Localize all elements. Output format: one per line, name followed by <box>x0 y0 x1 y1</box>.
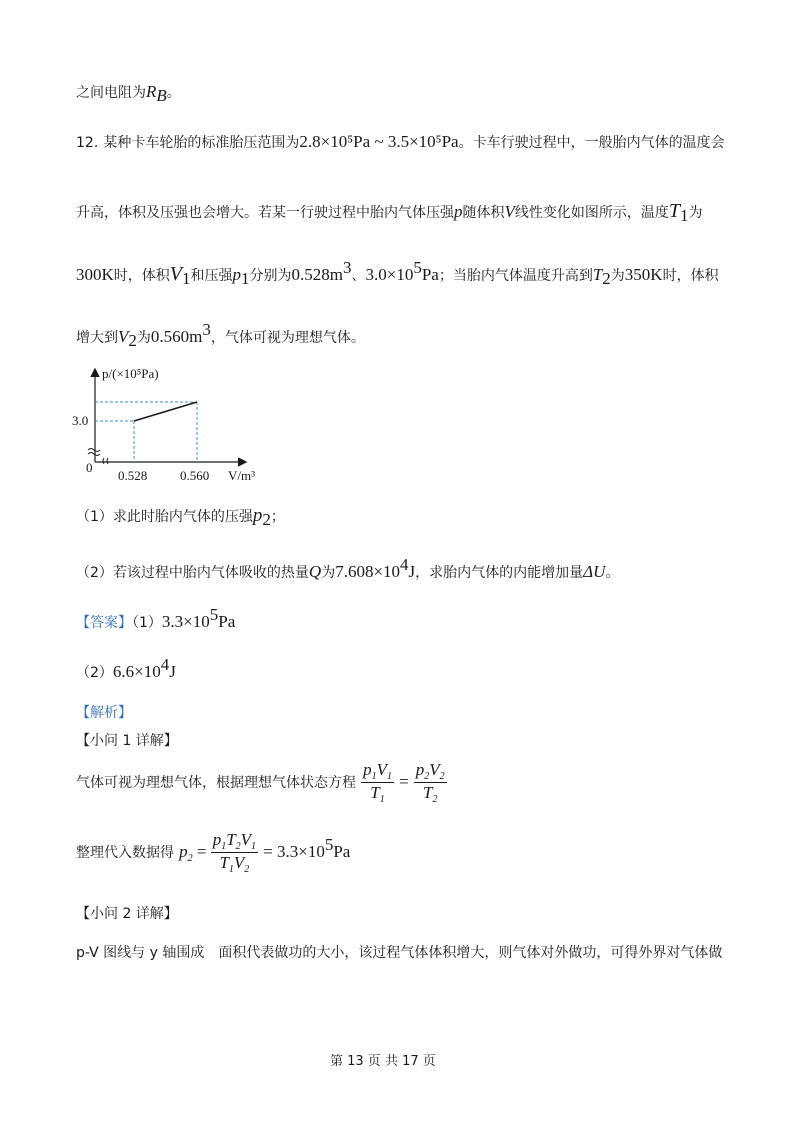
analysis-tag: 【解析】 <box>76 705 132 721</box>
y-axis-label: p/(×10⁵Pa) <box>102 366 159 381</box>
p-v-graph <box>70 362 270 490</box>
p-v-line <box>134 402 197 421</box>
part-2-title: 【小问 2 详解】 <box>76 906 178 922</box>
answer-line-1: 【答案】$(1)3.3\times 10^5Pa$ <box>76 605 236 631</box>
x-axis-break-icon <box>103 458 108 464</box>
origin-label: 0 <box>86 460 93 475</box>
page-footer: 第 13 页 共 17 页 <box>330 1054 436 1069</box>
answer-tag: 【答案】 <box>76 615 132 631</box>
part-1-result-line: 整理代入数据得 $p_2$ = $\frac{p_1T_2V_1}{T_1V_2}$ = $3.3\times 10^5Pa$ <box>76 830 351 875</box>
part-1-title: 【小问 1 详解】 <box>76 733 178 749</box>
pressure-range: 2.8×10⁵Pa ~ 3.5×10⁵Pa <box>299 132 459 151</box>
result-fraction: $\frac{p_1T_2V_1}{T_1V_2}$ <box>212 830 257 875</box>
question-number: 12. <box>76 135 99 151</box>
line-resistance: 之间电阻为$R_B$。 <box>76 82 181 105</box>
sub-question-1: （1）求此时胎内气体的压强$p_2$； <box>76 505 285 529</box>
question-12-line-3: 300K时，体积$V_1$和压强$p_1$分别为$0.528m^3$、$3.0\times 10^5Pa$；当胎内气体温度升高到$T_2$为350K时，体积 <box>76 258 719 288</box>
r-symbol: R <box>146 82 157 101</box>
question-12-line-1: 12. 某种卡车轮胎的标准胎压范围为2.8×10⁵Pa ~ 3.5×10⁵Pa。卡车行驶过程中，一般胎内气体的温度会 <box>76 132 725 151</box>
x-axis-label: V/m³ <box>228 468 256 483</box>
x-tick-label-2: 0.560 <box>180 468 210 483</box>
question-12-line-4: 增大到$V_2$为$0.560m^3$，气体可视为理想气体。 <box>76 320 365 350</box>
sub-question-2: （2）若该过程中胎内气体吸收的热量Q为$7.608\times 10^4J$，求胎内气体的内能增加量ΔU。 <box>76 555 620 581</box>
answer-line-2: $(2)6.6\times 10^4J$ <box>76 655 176 681</box>
axis-break-icon <box>88 449 100 456</box>
part-1-equation-line: 气体可视为理想气体，根据理想气体状态方程 $\frac{p_1V_1}{T_1}$ = $\frac{p_2V_2}{T_2}$ <box>76 760 445 805</box>
question-12-line-2: 升高，体积及压强也会增大。若某一行驶过程中胎内气体压强p随体积V线性变化如图所示，温度$T_1$为 <box>76 200 703 225</box>
state-equation: $\frac{p_1V_1}{T_1}$ <box>363 760 392 805</box>
y-tick-label: 3.0 <box>72 413 89 428</box>
part-2-text: p-V 图线与 y 轴围成 面积代表做功的大小，该过程气体体积增大，则气体对外做功，可得外界对气体做 <box>76 945 723 961</box>
x-tick-label-1: 0.528 <box>118 468 148 483</box>
